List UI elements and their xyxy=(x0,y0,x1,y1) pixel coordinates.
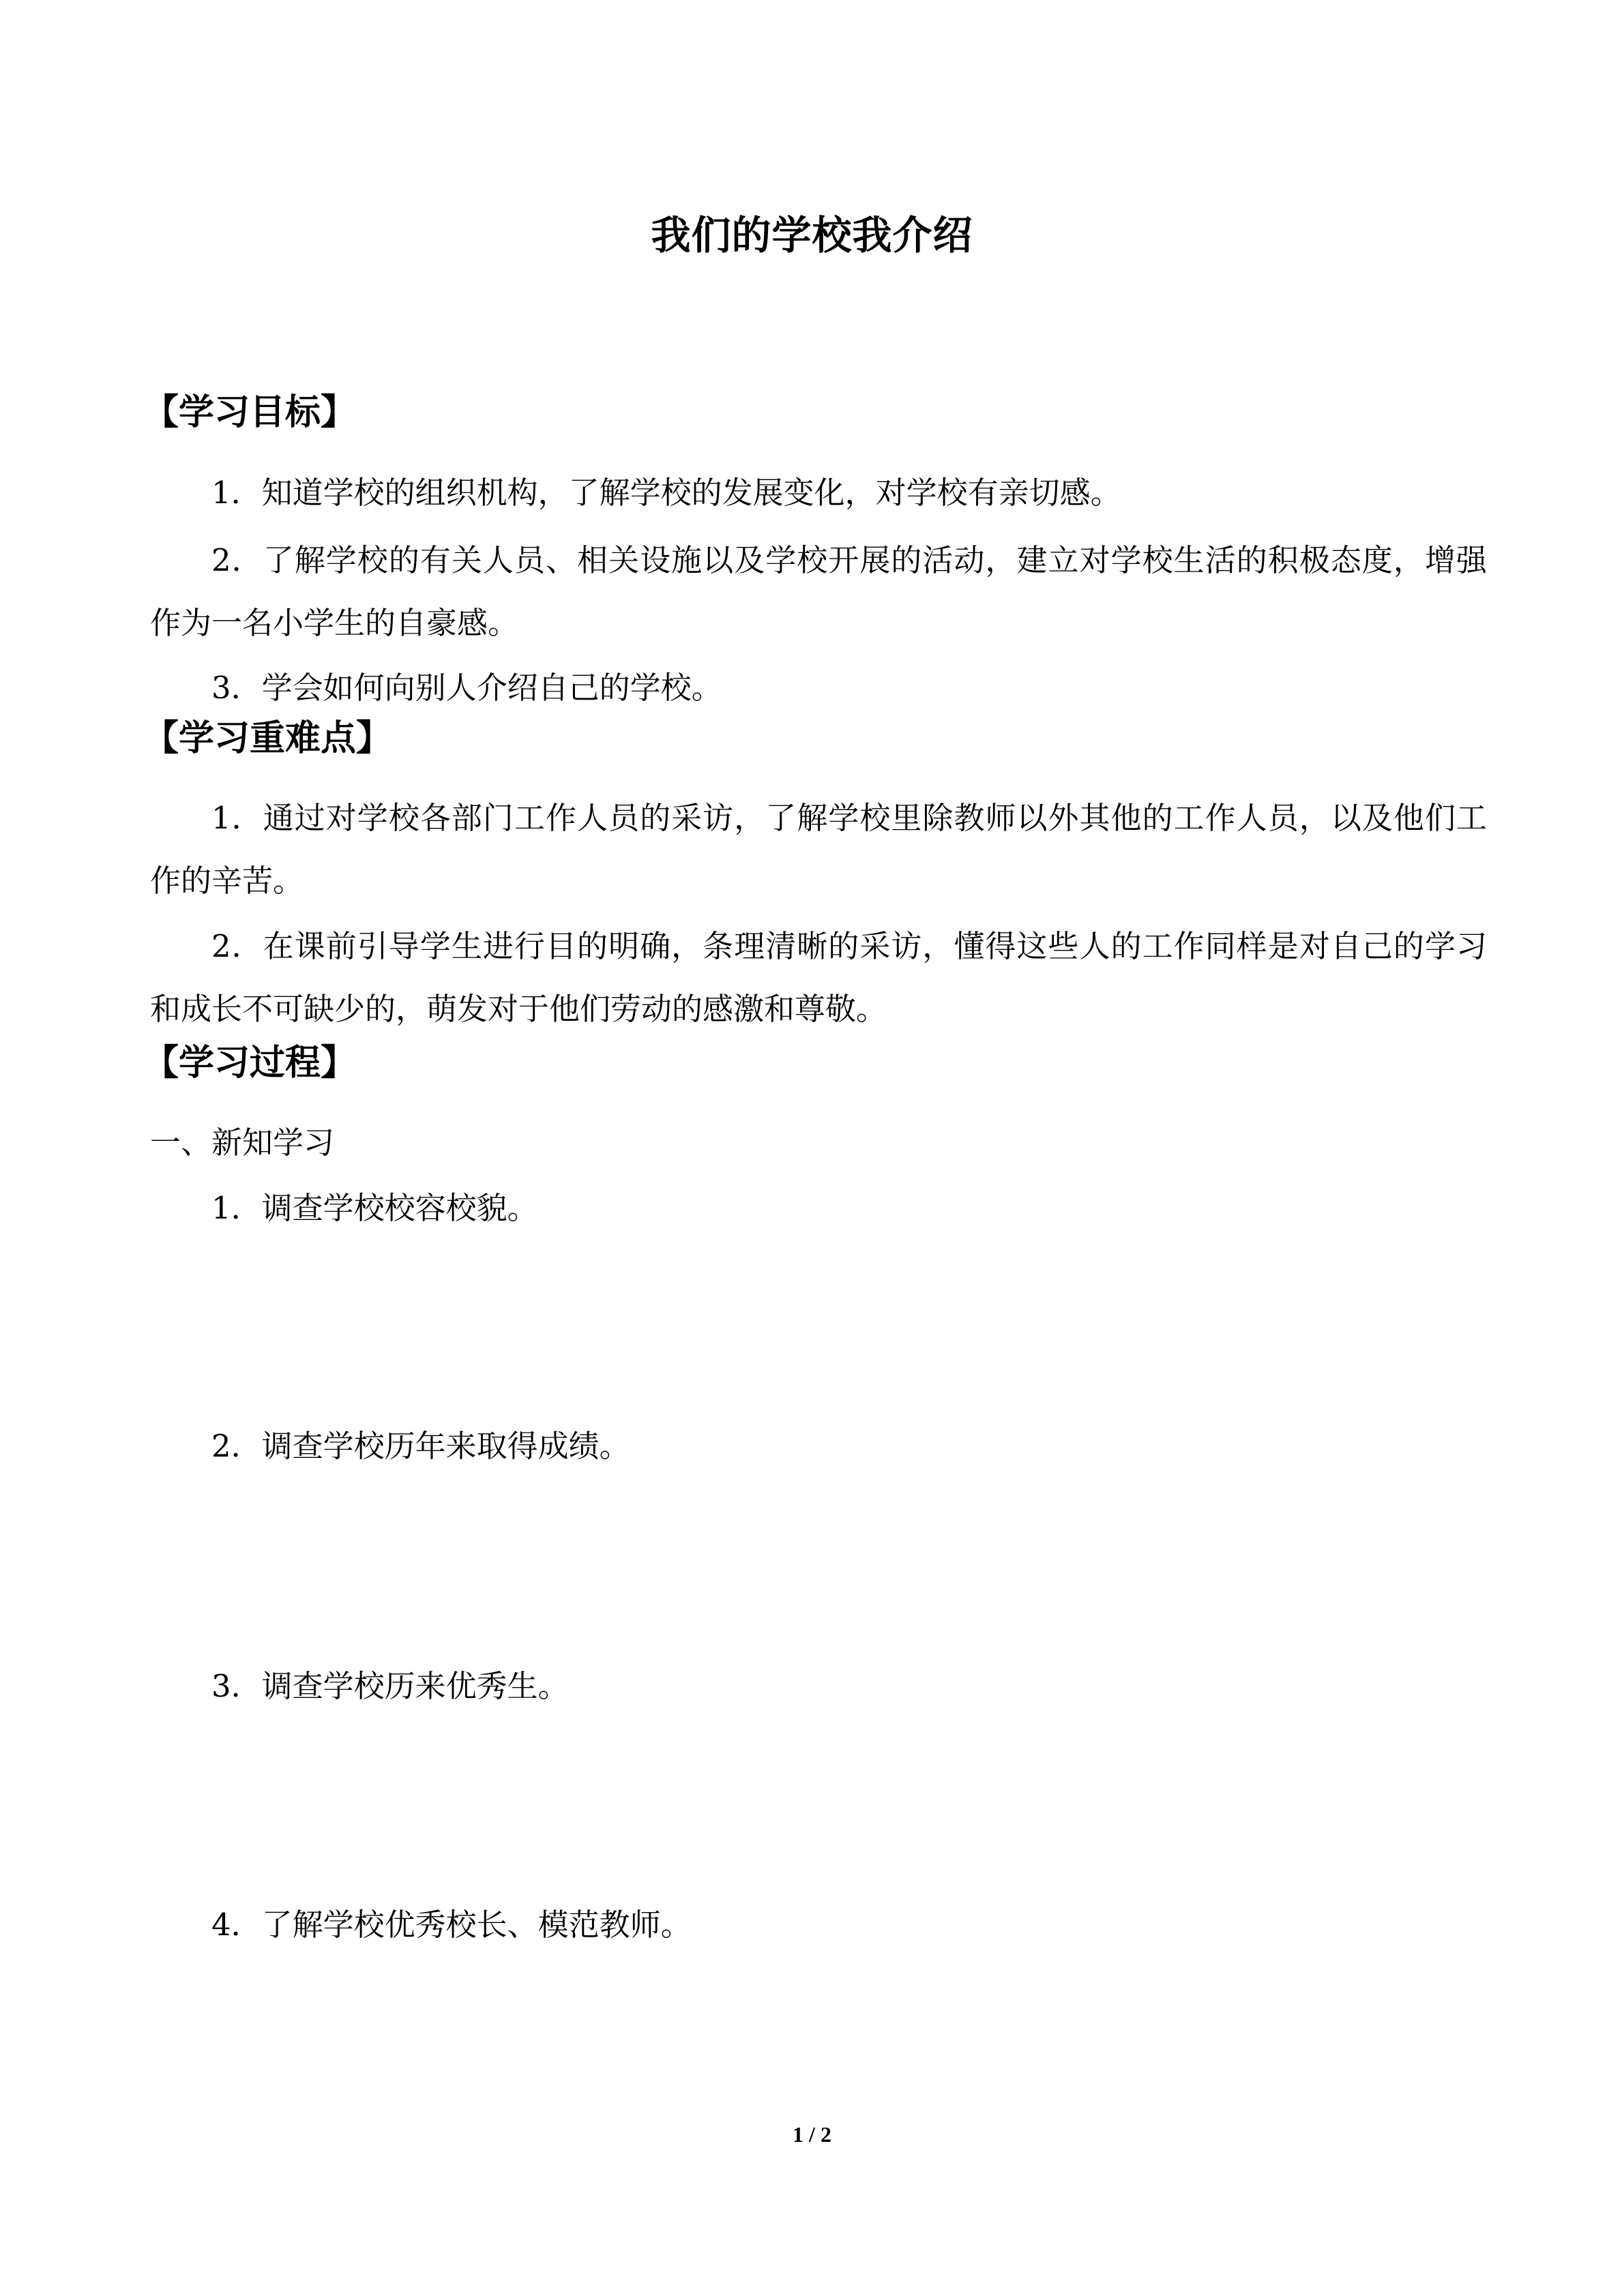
section-heading-key-points: 【学习重难点】 xyxy=(143,718,392,759)
section-heading-goals: 【学习目标】 xyxy=(143,392,357,433)
goal-item-3: 3．学会如何向别人介绍自己的学校。 xyxy=(211,670,722,706)
key-point-item-1: 1．通过对学校各部门工作人员的采访，了解学校里除教师以外其他的工作人员，以及他们工作的辛苦。 xyxy=(150,800,1487,899)
page-title: 我们的学校我介绍 xyxy=(651,212,973,258)
process-item-2: 2．调查学校历年来取得成绩。 xyxy=(211,1428,630,1464)
process-item-4: 4．了解学校优秀校长、模范教师。 xyxy=(211,1907,692,1943)
section-heading-process: 【学习过程】 xyxy=(143,1043,357,1084)
page-number: 1 / 2 xyxy=(793,2122,831,2147)
process-item-1: 1．调查学校校容校貌。 xyxy=(211,1190,538,1226)
process-item-3: 3．调查学校历来优秀生。 xyxy=(211,1668,569,1704)
goal-item-2: 2．了解学校的有关人员、相关设施以及学校开展的活动，建立对学校生活的积极态度，增强作为一名小学生的自豪感。 xyxy=(150,542,1487,641)
key-point-item-2: 2．在课前引导学生进行目的明确，条理清晰的采访，懂得这些人的工作同样是对自己的学习和成长不可缺少的，萌发对于他们劳动的感激和尊敬。 xyxy=(150,928,1487,1027)
goal-item-1: 1．知道学校的组织机构，了解学校的发展变化，对学校有亲切感。 xyxy=(211,475,1121,511)
process-subheading: 一、新知学习 xyxy=(150,1124,335,1161)
